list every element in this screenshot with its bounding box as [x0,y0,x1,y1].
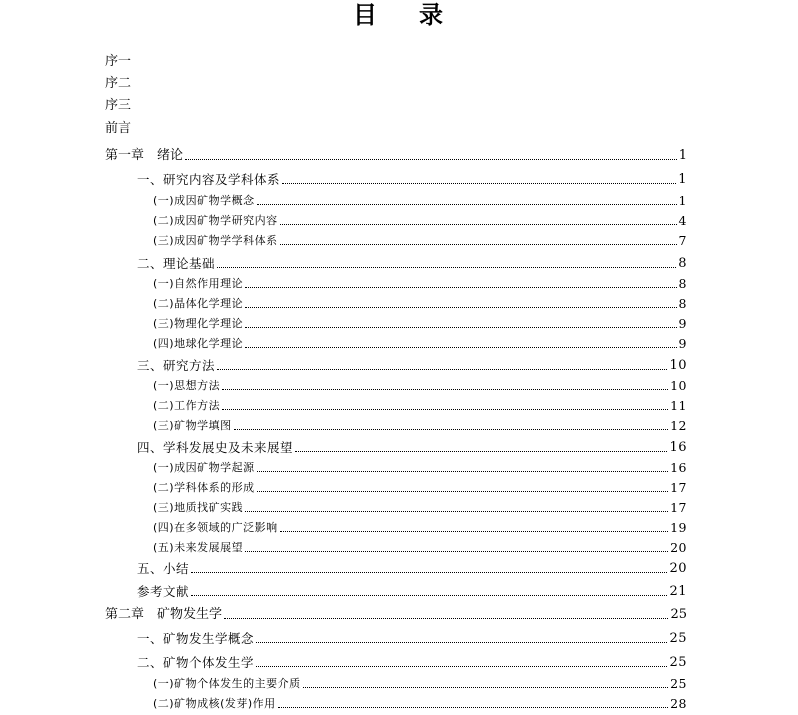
toc-entry-page-number: 1 [678,193,687,208]
toc-leader-dots [257,471,669,472]
toc-entry-page-number: 12 [670,418,687,433]
toc-entry[interactable] [153,213,687,229]
toc-entry[interactable] [153,398,687,414]
toc-entry-label: (一)矿物个体发生的主要介质 [153,677,301,690]
toc-entry-label: (三)成因矿物学学科体系 [153,234,278,247]
toc-entry-page-number: 4 [678,213,687,228]
toc-title-char-2: 录 [419,0,445,29]
toc-entry[interactable] [137,172,687,188]
toc-leader-dots [282,183,676,184]
toc-entry-label: (三)物理化学理论 [153,317,244,330]
toc-entry-label: 一、矿物发生学概念 [137,631,255,646]
toc-leader-dots [280,531,669,532]
toc-leader-dots [185,159,677,160]
toc-entry-label: (一)自然作用理论 [153,277,244,290]
toc-entry-page-number: 20 [669,561,687,576]
toc-entry[interactable] [153,480,687,496]
toc-entry[interactable] [153,500,687,516]
toc-entry-page-number: 9 [678,316,687,331]
toc-entry-label: 第二章 矿物发生学 [105,607,223,622]
toc-leader-dots [234,429,669,430]
toc-entry[interactable] [153,418,687,434]
toc-entry[interactable] [105,148,687,164]
toc-entry[interactable] [153,520,687,536]
toc-entry-page-number: 8 [678,256,687,271]
toc-entry-page-number: 25 [670,607,687,622]
toc-entry[interactable] [153,676,687,692]
toc-leader-dots [191,572,667,573]
toc-entry[interactable] [153,276,687,292]
toc-entry-label: 五、小结 [137,561,190,576]
toc-entry-label: (三)矿物学填图 [153,419,232,432]
toc-leader-dots [217,369,667,370]
toc-entry[interactable] [153,378,687,394]
toc-entry[interactable] [153,460,687,476]
toc-leader-dots [217,267,676,268]
toc-entry[interactable] [153,336,687,352]
toc-entry-page-number: 17 [670,500,687,515]
toc-leader-dots [245,327,676,328]
toc-entry[interactable] [153,540,687,556]
toc-entry-page-number: 17 [670,480,687,495]
toc-entry-page-number: 28 [670,696,687,711]
toc-leader-dots [191,595,667,596]
toc-entry-label: (二)矿物成核(发芽)作用 [153,697,276,710]
toc-leader-dots [295,451,667,452]
toc-entry[interactable] [153,316,687,332]
toc-entry-label: (四)在多领域的广泛影响 [153,521,278,534]
toc-title-char-1: 目 [353,0,379,29]
toc-leader-dots [257,491,669,492]
toc-leader-dots [278,707,668,708]
toc-entry-label: (一)成因矿物学概念 [153,194,255,207]
toc-leader-dots [222,389,668,390]
toc-entry-page-number: 1 [678,148,687,163]
toc-leader-dots [256,642,667,643]
toc-leader-dots [303,687,669,688]
toc-entry[interactable] [137,358,687,374]
toc-entry-label: (三)地质找矿实践 [153,501,244,514]
toc-entry[interactable] [137,655,687,671]
toc-entry-page-number: 8 [678,276,687,291]
toc-entry-label: (二)工作方法 [153,399,221,412]
toc-entry-page-number: 1 [678,172,687,187]
toc-entry-page-number: 20 [670,540,687,555]
toc-entry[interactable] [137,561,687,577]
toc-leader-dots [224,618,668,619]
toc-entry-foreword[interactable]: 前言 [105,121,132,136]
toc-leader-dots [280,244,677,245]
toc-leader-dots [222,409,668,410]
toc-entry-label: 二、矿物个体发生学 [137,655,255,670]
toc-entry-label: (二)成因矿物学研究内容 [153,214,278,227]
toc-leader-dots [245,287,676,288]
toc-leader-dots [245,511,668,512]
toc-entry[interactable] [137,256,687,272]
toc-leader-dots [245,307,676,308]
toc-entry-label: 一、研究内容及学科体系 [137,172,281,187]
toc-entry[interactable] [137,440,687,456]
toc-entry-page-number: 10 [669,358,687,373]
toc-entry-page-number: 25 [670,676,687,691]
toc-entry-label: (二)学科体系的形成 [153,481,255,494]
toc-entry-page-number: 7 [678,233,687,248]
toc-entry[interactable] [105,607,687,623]
toc-entry-label: (二)晶体化学理论 [153,297,244,310]
toc-entry-page-number: 21 [669,584,687,599]
toc-leader-dots [280,224,677,225]
toc-entry-label: (一)思想方法 [153,379,221,392]
toc-entry-label: 四、学科发展史及未来展望 [137,440,294,455]
toc-entry-page-number: 8 [678,296,687,311]
toc-entry[interactable] [153,233,687,249]
toc-leader-dots [257,204,677,205]
toc-entry[interactable] [153,696,687,712]
toc-entry[interactable] [153,296,687,312]
toc-entry-page-number: 11 [670,398,687,413]
toc-entry-preface-1[interactable]: 序一 [105,54,132,69]
toc-entry-preface-3[interactable]: 序三 [105,98,132,113]
toc-title [0,0,798,30]
toc-entry-label: 参考文献 [137,584,190,599]
toc-entry-page-number: 10 [670,378,687,393]
toc-entry[interactable] [137,584,687,600]
toc-entry-label: (五)未来发展展望 [153,541,244,554]
toc-entry-page-number: 16 [669,440,687,455]
toc-entry-page-number: 9 [678,336,687,351]
toc-entry-label: (四)地球化学理论 [153,337,244,350]
toc-entry-page-number: 25 [669,655,687,670]
toc-entry-page-number: 19 [670,520,687,535]
toc-leader-dots [245,347,676,348]
toc-entry[interactable] [137,631,687,647]
toc-leader-dots [256,666,667,667]
toc-entry-page-number: 25 [669,631,687,646]
toc-entry[interactable] [153,193,687,209]
toc-entry-label: (一)成因矿物学起源 [153,461,255,474]
toc-entry-label: 第一章 绪论 [105,148,184,163]
toc-entry-preface-2[interactable]: 序二 [105,76,132,91]
toc-entry-page-number: 16 [670,460,687,475]
toc-entry-label: 三、研究方法 [137,358,216,373]
toc-entry-label: 二、理论基础 [137,256,216,271]
toc-leader-dots [245,551,668,552]
